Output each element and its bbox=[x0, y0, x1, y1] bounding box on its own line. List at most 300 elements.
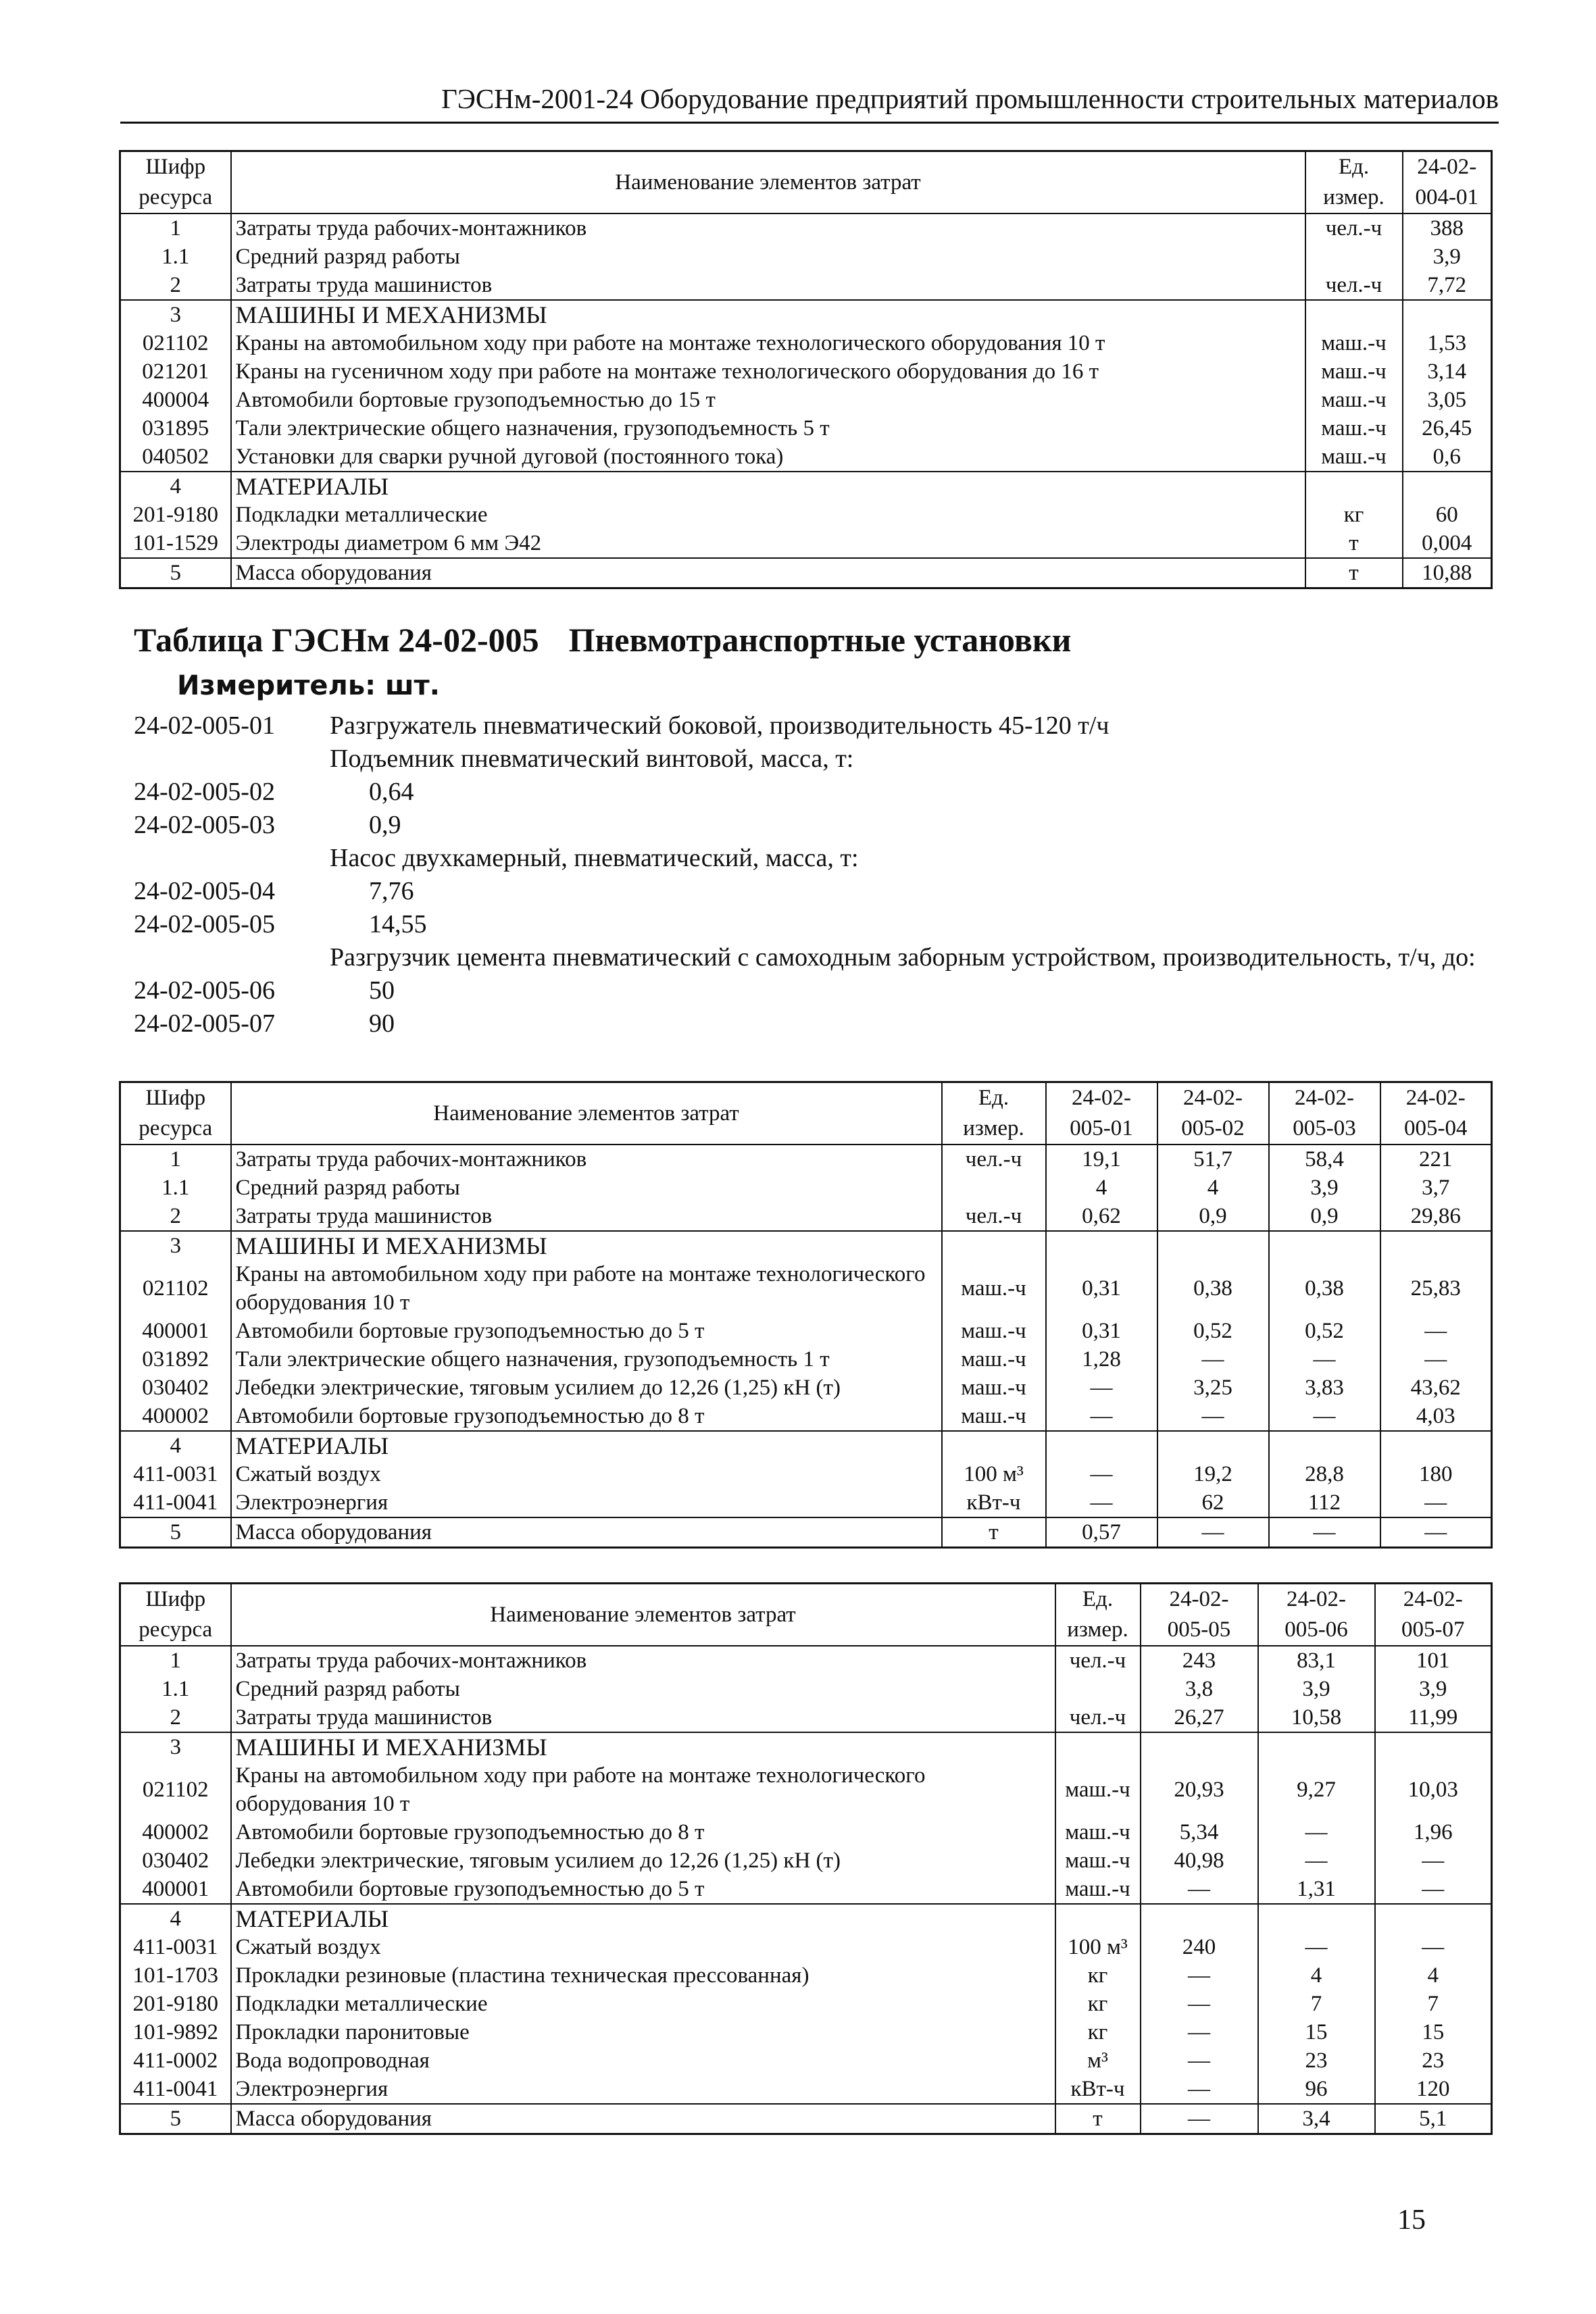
norm-value: 4 bbox=[1375, 1961, 1492, 1990]
header-code-line1: Шифр bbox=[145, 1587, 206, 1611]
cost-element-name: Краны на автомобильном ходу при работе на монтаже технологического оборудования 10 т bbox=[231, 329, 1305, 357]
item-text: Разгружатель пневматический боковой, производительность 45-120 т/ч bbox=[330, 711, 1109, 740]
item-row bbox=[134, 1007, 1492, 1040]
unit: т bbox=[1305, 558, 1403, 588]
norm-value: — bbox=[1157, 1345, 1269, 1374]
norm-code-line2: 005-05 bbox=[1167, 1617, 1231, 1642]
header-code bbox=[120, 1584, 231, 1646]
item-row bbox=[134, 875, 1492, 908]
item-row bbox=[134, 974, 1492, 1007]
resource-code: 2 bbox=[170, 1204, 181, 1228]
cost-element-name: МАШИНЫ И МЕХАНИЗМЫ bbox=[231, 300, 1305, 329]
unit: маш.-ч bbox=[1055, 1846, 1141, 1875]
cost-element-name: Краны на автомобильном ходу при работе на монтаже технологического оборудования 10 т bbox=[231, 1260, 942, 1317]
norm-value: 0,004 bbox=[1403, 529, 1492, 558]
resource-code: 4 bbox=[120, 1431, 231, 1460]
norm-value: — bbox=[1269, 1402, 1380, 1431]
norm-value: 19,1 bbox=[1046, 1145, 1157, 1174]
cost-element-name: Затраты труда машинистов bbox=[231, 1703, 1055, 1732]
item-text: 90 bbox=[369, 1009, 395, 1038]
unit: 100 м³ bbox=[1055, 1933, 1141, 1961]
resource-code: 400002 bbox=[142, 1404, 209, 1428]
norm-value: 83,1 bbox=[1258, 1646, 1375, 1675]
unit: маш.-ч bbox=[942, 1402, 1046, 1431]
norm-value bbox=[1141, 1904, 1258, 1933]
norm-value: 4 bbox=[1157, 1174, 1269, 1202]
header-norm-code bbox=[1157, 1082, 1269, 1145]
cost-element-name: Краны на гусеничном ходу при работе на монтаже технологического оборудования до 16 т bbox=[231, 357, 1305, 386]
unit: маш.-ч bbox=[1305, 329, 1403, 357]
table-row bbox=[120, 414, 1492, 443]
header-norm-code bbox=[1046, 1082, 1157, 1145]
norm-value bbox=[1269, 1231, 1380, 1260]
norm-value: 15 bbox=[1258, 2018, 1375, 2046]
resource-code: 411-0031 bbox=[133, 1935, 218, 1959]
norm-value: 243 bbox=[1141, 1646, 1258, 1675]
table-row bbox=[120, 1818, 1492, 1846]
resource-code: 2 bbox=[170, 273, 181, 297]
item-row bbox=[134, 941, 1492, 974]
norm-value: — bbox=[1269, 1345, 1380, 1374]
norm-value: 3,25 bbox=[1157, 1374, 1269, 1402]
norm-code-line2: 005-07 bbox=[1401, 1617, 1465, 1642]
norm-value: 0,31 bbox=[1046, 1317, 1157, 1345]
header-name: Наименование элементов затрат bbox=[231, 1584, 1055, 1646]
unit: т bbox=[1305, 529, 1403, 558]
norm-value: — bbox=[1141, 1961, 1258, 1990]
resource-code: 400002 bbox=[142, 1820, 209, 1844]
unit: маш.-ч bbox=[942, 1317, 1046, 1345]
table-row bbox=[120, 1431, 1492, 1460]
item-text: 0,64 bbox=[369, 778, 414, 806]
header-norm-code bbox=[1258, 1584, 1375, 1646]
norm-value: 112 bbox=[1269, 1488, 1380, 1517]
norm-value: 58,4 bbox=[1269, 1145, 1380, 1174]
cost-element-name: МАШИНЫ И МЕХАНИЗМЫ bbox=[231, 1231, 942, 1260]
table-row bbox=[120, 1646, 1492, 1675]
cost-element-name: Электроэнергия bbox=[231, 2075, 1055, 2104]
header-code-line2: ресурса bbox=[139, 1617, 213, 1642]
item-row bbox=[134, 842, 1492, 875]
table-row bbox=[120, 1231, 1492, 1260]
header-code-line2: ресурса bbox=[139, 185, 213, 209]
item-code bbox=[134, 941, 330, 974]
resource-code: 031892 bbox=[142, 1347, 209, 1372]
norm-value: 5,1 bbox=[1375, 2104, 1492, 2134]
resource-code: 201-9180 bbox=[132, 1992, 218, 2016]
item-list bbox=[134, 709, 1492, 1040]
norm-code-line2: 005-02 bbox=[1181, 1116, 1245, 1140]
table-row bbox=[120, 529, 1492, 558]
table-row bbox=[120, 1904, 1492, 1933]
resource-table-005-01-04 bbox=[119, 1081, 1493, 1549]
item-text: 0,9 bbox=[369, 811, 401, 839]
header-unit-line2: измер. bbox=[963, 1116, 1024, 1140]
unit: чел.-ч bbox=[942, 1202, 1046, 1231]
header-unit bbox=[1305, 151, 1403, 214]
resource-code: 021201 bbox=[142, 359, 209, 384]
table-row bbox=[120, 213, 1492, 243]
norm-value: 0,9 bbox=[1157, 1202, 1269, 1231]
norm-code-line2: 004-01 bbox=[1415, 185, 1478, 209]
unit bbox=[942, 1431, 1046, 1460]
norm-value: 26,45 bbox=[1403, 414, 1492, 443]
norm-value: 388 bbox=[1403, 213, 1492, 243]
header-norm-code bbox=[1375, 1584, 1492, 1646]
norm-value: — bbox=[1258, 1818, 1375, 1846]
norm-value bbox=[1380, 1431, 1492, 1460]
item-text: Насос двухкамерный, пневматический, масса, т: bbox=[330, 844, 859, 872]
resource-code: 021102 bbox=[142, 1778, 209, 1802]
norm-value: 3,14 bbox=[1403, 357, 1492, 386]
norm-value bbox=[1046, 1231, 1157, 1260]
table-row bbox=[120, 243, 1492, 271]
item-row bbox=[134, 709, 1492, 743]
resource-code: 1 bbox=[170, 216, 181, 241]
header-unit-line1: Ед. bbox=[978, 1086, 1009, 1110]
norm-code-line1: 24-02- bbox=[1405, 1086, 1466, 1110]
unit bbox=[1055, 1904, 1141, 1933]
norm-value: 40,98 bbox=[1141, 1846, 1258, 1875]
norm-value: — bbox=[1157, 1402, 1269, 1431]
unit: кг bbox=[1055, 1961, 1141, 1990]
resource-code: 2 bbox=[170, 1705, 181, 1730]
table-row bbox=[120, 1732, 1492, 1761]
unit: маш.-ч bbox=[1305, 414, 1403, 443]
norm-value: — bbox=[1380, 1517, 1492, 1548]
item-text: Подъемник пневматический винтовой, масса, т: bbox=[330, 745, 854, 773]
norm-value: 3,4 bbox=[1258, 2104, 1375, 2134]
norm-value: 1,28 bbox=[1046, 1345, 1157, 1374]
norm-value bbox=[1269, 1431, 1380, 1460]
resource-code: 1 bbox=[170, 1649, 181, 1673]
resource-code: 031895 bbox=[142, 416, 209, 441]
cost-element-name: Средний разряд работы bbox=[231, 1174, 942, 1202]
item-code: 24-02-005-06 bbox=[134, 976, 275, 1005]
table-row bbox=[120, 443, 1492, 472]
cost-element-name: Установки для сварки ручной дуговой (постоянного тока) bbox=[231, 443, 1305, 472]
table-row bbox=[120, 271, 1492, 300]
cost-element-name: Прокладки резиновые (пластина техническая прессованная) bbox=[231, 1961, 1055, 1990]
header-code bbox=[120, 1082, 231, 1145]
unit bbox=[942, 1231, 1046, 1260]
cost-element-name: МАТЕРИАЛЫ bbox=[231, 1904, 1055, 1933]
cost-element-name: Масса оборудования bbox=[231, 558, 1305, 588]
header-norm-code bbox=[1380, 1082, 1492, 1145]
norm-value: 9,27 bbox=[1258, 1761, 1375, 1818]
table-row bbox=[120, 1402, 1492, 1431]
norm-value: 0,38 bbox=[1269, 1260, 1380, 1317]
resource-code: 030402 bbox=[142, 1848, 209, 1873]
header-norm-code bbox=[1269, 1082, 1380, 1145]
table-row bbox=[120, 357, 1492, 386]
norm-value: 3,8 bbox=[1141, 1675, 1258, 1703]
table-row bbox=[120, 329, 1492, 357]
cost-element-name: Автомобили бортовые грузоподъемностью до 5 т bbox=[231, 1875, 1055, 1904]
norm-value: 28,8 bbox=[1269, 1460, 1380, 1488]
unit bbox=[1055, 1732, 1141, 1761]
cost-element-name: Затраты труда машинистов bbox=[231, 1202, 942, 1231]
item-text: 50 bbox=[369, 976, 395, 1005]
unit bbox=[942, 1174, 1046, 1202]
resource-code: 400001 bbox=[142, 1319, 209, 1343]
norm-value: 23 bbox=[1258, 2046, 1375, 2075]
table-row bbox=[120, 1703, 1492, 1732]
norm-value: — bbox=[1046, 1488, 1157, 1517]
header-unit bbox=[942, 1082, 1046, 1145]
resource-code: 021102 bbox=[142, 1276, 209, 1301]
resource-code: 400001 bbox=[142, 1877, 209, 1901]
table-row bbox=[120, 558, 1492, 588]
norm-value: 0,9 bbox=[1269, 1202, 1380, 1231]
norm-value: 43,62 bbox=[1380, 1374, 1492, 1402]
table-row bbox=[120, 2018, 1492, 2046]
norm-value: — bbox=[1375, 1846, 1492, 1875]
norm-value: 96 bbox=[1258, 2075, 1375, 2104]
item-code bbox=[134, 743, 330, 776]
cost-element-name: Краны на автомобильном ходу при работе на монтаже технологического оборудования 10 т bbox=[231, 1761, 1055, 1818]
norm-value: — bbox=[1157, 1517, 1269, 1548]
norm-value: 1,31 bbox=[1258, 1875, 1375, 1904]
norm-value bbox=[1403, 300, 1492, 329]
cost-element-name: Тали электрические общего назначения, грузоподъемность 1 т bbox=[231, 1345, 942, 1374]
unit: чел.-ч bbox=[1305, 213, 1403, 243]
norm-value: 1,96 bbox=[1375, 1818, 1492, 1846]
cost-element-name: Автомобили бортовые грузоподъемностью до 15 т bbox=[231, 386, 1305, 414]
cost-element-name: Затраты труда рабочих-монтажников bbox=[231, 213, 1305, 243]
table-number: Таблица ГЭСНм 24-02-005 bbox=[134, 621, 539, 659]
norm-value: 10,58 bbox=[1258, 1703, 1375, 1732]
norm-value: 11,99 bbox=[1375, 1703, 1492, 1732]
table-row bbox=[120, 1875, 1492, 1904]
cost-element-name: Сжатый воздух bbox=[231, 1933, 1055, 1961]
cost-element-name: Затраты труда рабочих-монтажников bbox=[231, 1145, 942, 1174]
unit: кг bbox=[1305, 501, 1403, 529]
norm-value: — bbox=[1141, 2018, 1258, 2046]
norm-value: — bbox=[1046, 1460, 1157, 1488]
table-row bbox=[120, 501, 1492, 529]
resource-code: 3 bbox=[120, 300, 231, 329]
norm-value: 26,27 bbox=[1141, 1703, 1258, 1732]
norm-value: 3,83 bbox=[1269, 1374, 1380, 1402]
table-row bbox=[120, 2046, 1492, 2075]
norm-value: — bbox=[1380, 1317, 1492, 1345]
norm-code-line2: 005-01 bbox=[1070, 1116, 1133, 1140]
norm-code-line2: 005-06 bbox=[1285, 1617, 1348, 1642]
norm-value: — bbox=[1258, 1933, 1375, 1961]
unit: маш.-ч bbox=[1055, 1875, 1141, 1904]
unit bbox=[1305, 243, 1403, 271]
norm-value bbox=[1157, 1431, 1269, 1460]
resource-code: 021102 bbox=[142, 331, 209, 355]
header-name: Наименование элементов затрат bbox=[231, 1082, 942, 1145]
table-row bbox=[120, 1933, 1492, 1961]
norm-code-line1: 24-02- bbox=[1183, 1086, 1243, 1110]
measure-unit: Измеритель: шт. bbox=[177, 670, 440, 701]
header-unit bbox=[1055, 1584, 1141, 1646]
norm-value: — bbox=[1046, 1374, 1157, 1402]
unit: чел.-ч bbox=[1055, 1646, 1141, 1675]
item-text: 14,55 bbox=[369, 910, 427, 938]
norm-value: 240 bbox=[1141, 1933, 1258, 1961]
item-code: 24-02-005-07 bbox=[134, 1009, 275, 1038]
norm-value bbox=[1403, 472, 1492, 501]
table-row bbox=[120, 1846, 1492, 1875]
table-row bbox=[120, 1761, 1492, 1818]
resource-table-004-01 bbox=[119, 150, 1493, 589]
norm-value: 0,31 bbox=[1046, 1260, 1157, 1317]
item-code: 24-02-005-01 bbox=[134, 711, 275, 740]
norm-value: 7,72 bbox=[1403, 271, 1492, 300]
resource-code: 1.1 bbox=[161, 1176, 190, 1200]
table-row bbox=[120, 2104, 1492, 2134]
unit: маш.-ч bbox=[1305, 357, 1403, 386]
header-unit-line2: измер. bbox=[1067, 1617, 1128, 1642]
table-row bbox=[120, 1317, 1492, 1345]
header-code-line1: Шифр bbox=[145, 155, 206, 179]
section-title bbox=[134, 620, 1071, 659]
norm-value: 0,52 bbox=[1157, 1317, 1269, 1345]
cost-element-name: Затраты труда рабочих-монтажников bbox=[231, 1646, 1055, 1675]
resource-code: 101-1703 bbox=[132, 1963, 218, 1988]
resource-code: 5 bbox=[120, 1517, 231, 1548]
item-code: 24-02-005-03 bbox=[134, 811, 275, 839]
item-row bbox=[134, 743, 1492, 776]
norm-value: — bbox=[1269, 1517, 1380, 1548]
unit: чел.-ч bbox=[942, 1145, 1046, 1174]
header-code bbox=[120, 151, 231, 214]
table-row bbox=[120, 386, 1492, 414]
norm-value: — bbox=[1375, 1875, 1492, 1904]
norm-value bbox=[1258, 1732, 1375, 1761]
resource-code: 411-0041 bbox=[133, 1490, 218, 1515]
table-row bbox=[120, 1202, 1492, 1231]
item-code bbox=[134, 842, 330, 875]
cost-element-name: МАТЕРИАЛЫ bbox=[231, 1431, 942, 1460]
resource-code: 5 bbox=[120, 2104, 231, 2134]
header-code-line1: Шифр bbox=[145, 1086, 206, 1110]
norm-value: — bbox=[1141, 2104, 1258, 2134]
item-code: 24-02-005-04 bbox=[134, 877, 275, 905]
norm-value: 3,05 bbox=[1403, 386, 1492, 414]
unit: маш.-ч bbox=[1305, 443, 1403, 472]
norm-code-line1: 24-02- bbox=[1417, 155, 1477, 179]
norm-value: 29,86 bbox=[1380, 1202, 1492, 1231]
norm-value: 4,03 bbox=[1380, 1402, 1492, 1431]
unit bbox=[1305, 300, 1403, 329]
norm-value: — bbox=[1046, 1402, 1157, 1431]
unit: т bbox=[942, 1517, 1046, 1548]
norm-value: 7 bbox=[1258, 1990, 1375, 2018]
resource-code: 4 bbox=[120, 1904, 231, 1933]
page-number: 15 bbox=[1397, 2205, 1426, 2236]
unit: чел.-ч bbox=[1055, 1703, 1141, 1732]
cost-element-name: Масса оборудования bbox=[231, 1517, 942, 1548]
resource-code: 4 bbox=[120, 472, 231, 501]
table-row bbox=[120, 1675, 1492, 1703]
item-text: 7,76 bbox=[369, 877, 414, 905]
norm-value: 3,9 bbox=[1375, 1675, 1492, 1703]
norm-value: 3,7 bbox=[1380, 1174, 1492, 1202]
unit: т bbox=[1055, 2104, 1141, 2134]
norm-value: 15 bbox=[1375, 2018, 1492, 2046]
table-row bbox=[120, 1488, 1492, 1517]
table-row bbox=[120, 1145, 1492, 1174]
norm-code-line1: 24-02- bbox=[1403, 1587, 1463, 1611]
header-norm-code bbox=[1403, 151, 1492, 214]
norm-value bbox=[1375, 1904, 1492, 1933]
unit: чел.-ч bbox=[1305, 271, 1403, 300]
cost-element-name: Электроэнергия bbox=[231, 1488, 942, 1517]
norm-value: 3,9 bbox=[1258, 1675, 1375, 1703]
cost-element-name: Лебедки электрические, тяговым усилием до 12,26 (1,25) кН (т) bbox=[231, 1846, 1055, 1875]
norm-value bbox=[1157, 1231, 1269, 1260]
resource-code: 3 bbox=[120, 1732, 231, 1761]
resource-code: 3 bbox=[120, 1231, 231, 1260]
cost-element-name: Масса оборудования bbox=[231, 2104, 1055, 2134]
norm-value: — bbox=[1141, 2075, 1258, 2104]
norm-value bbox=[1046, 1431, 1157, 1460]
norm-value: 7 bbox=[1375, 1990, 1492, 2018]
cost-element-name: Электроды диаметром 6 мм Э42 bbox=[231, 529, 1305, 558]
norm-value bbox=[1258, 1904, 1375, 1933]
resource-code: 101-1529 bbox=[132, 531, 218, 555]
norm-value: 25,83 bbox=[1380, 1260, 1492, 1317]
item-code: 24-02-005-05 bbox=[134, 910, 275, 938]
cost-element-name: Автомобили бортовые грузоподъемностью до 8 т bbox=[231, 1402, 942, 1431]
table-row bbox=[120, 1990, 1492, 2018]
norm-value: 0,6 bbox=[1403, 443, 1492, 472]
norm-value: — bbox=[1380, 1345, 1492, 1374]
norm-value: — bbox=[1141, 2046, 1258, 2075]
norm-value: — bbox=[1375, 1933, 1492, 1961]
unit bbox=[1305, 472, 1403, 501]
table-row bbox=[120, 1260, 1492, 1317]
norm-value: — bbox=[1141, 1990, 1258, 2018]
resource-table-005-05-07 bbox=[119, 1582, 1493, 2135]
resource-code: 201-9180 bbox=[132, 503, 218, 527]
norm-value bbox=[1380, 1231, 1492, 1260]
norm-value: 10,88 bbox=[1403, 558, 1492, 588]
unit: м³ bbox=[1055, 2046, 1141, 2075]
resource-code: 101-9892 bbox=[132, 2020, 218, 2044]
header-unit-line2: измер. bbox=[1323, 185, 1385, 209]
norm-code-line1: 24-02- bbox=[1169, 1587, 1229, 1611]
norm-value: 62 bbox=[1157, 1488, 1269, 1517]
norm-value: 0,62 bbox=[1046, 1202, 1157, 1231]
table-row bbox=[120, 2075, 1492, 2104]
norm-code-line1: 24-02- bbox=[1072, 1086, 1131, 1110]
norm-code-line1: 24-02- bbox=[1295, 1086, 1354, 1110]
cost-element-name: Сжатый воздух bbox=[231, 1460, 942, 1488]
table-name: Пневмотранспортные установки bbox=[568, 621, 1072, 659]
table-row bbox=[120, 1517, 1492, 1548]
norm-code-line2: 005-04 bbox=[1404, 1116, 1468, 1140]
unit: маш.-ч bbox=[942, 1345, 1046, 1374]
cost-element-name: Вода водопроводная bbox=[231, 2046, 1055, 2075]
norm-value: 101 bbox=[1375, 1646, 1492, 1675]
norm-value: 4 bbox=[1046, 1174, 1157, 1202]
cost-element-name: Средний разряд работы bbox=[231, 243, 1305, 271]
item-row bbox=[134, 809, 1492, 842]
resource-code: 400004 bbox=[142, 388, 209, 412]
unit: 100 м³ bbox=[942, 1460, 1046, 1488]
norm-value: 0,57 bbox=[1046, 1517, 1157, 1548]
unit: кг bbox=[1055, 2018, 1141, 2046]
cost-element-name: Прокладки паронитовые bbox=[231, 2018, 1055, 2046]
unit: маш.-ч bbox=[1305, 386, 1403, 414]
cost-element-name: МАШИНЫ И МЕХАНИЗМЫ bbox=[231, 1732, 1055, 1761]
